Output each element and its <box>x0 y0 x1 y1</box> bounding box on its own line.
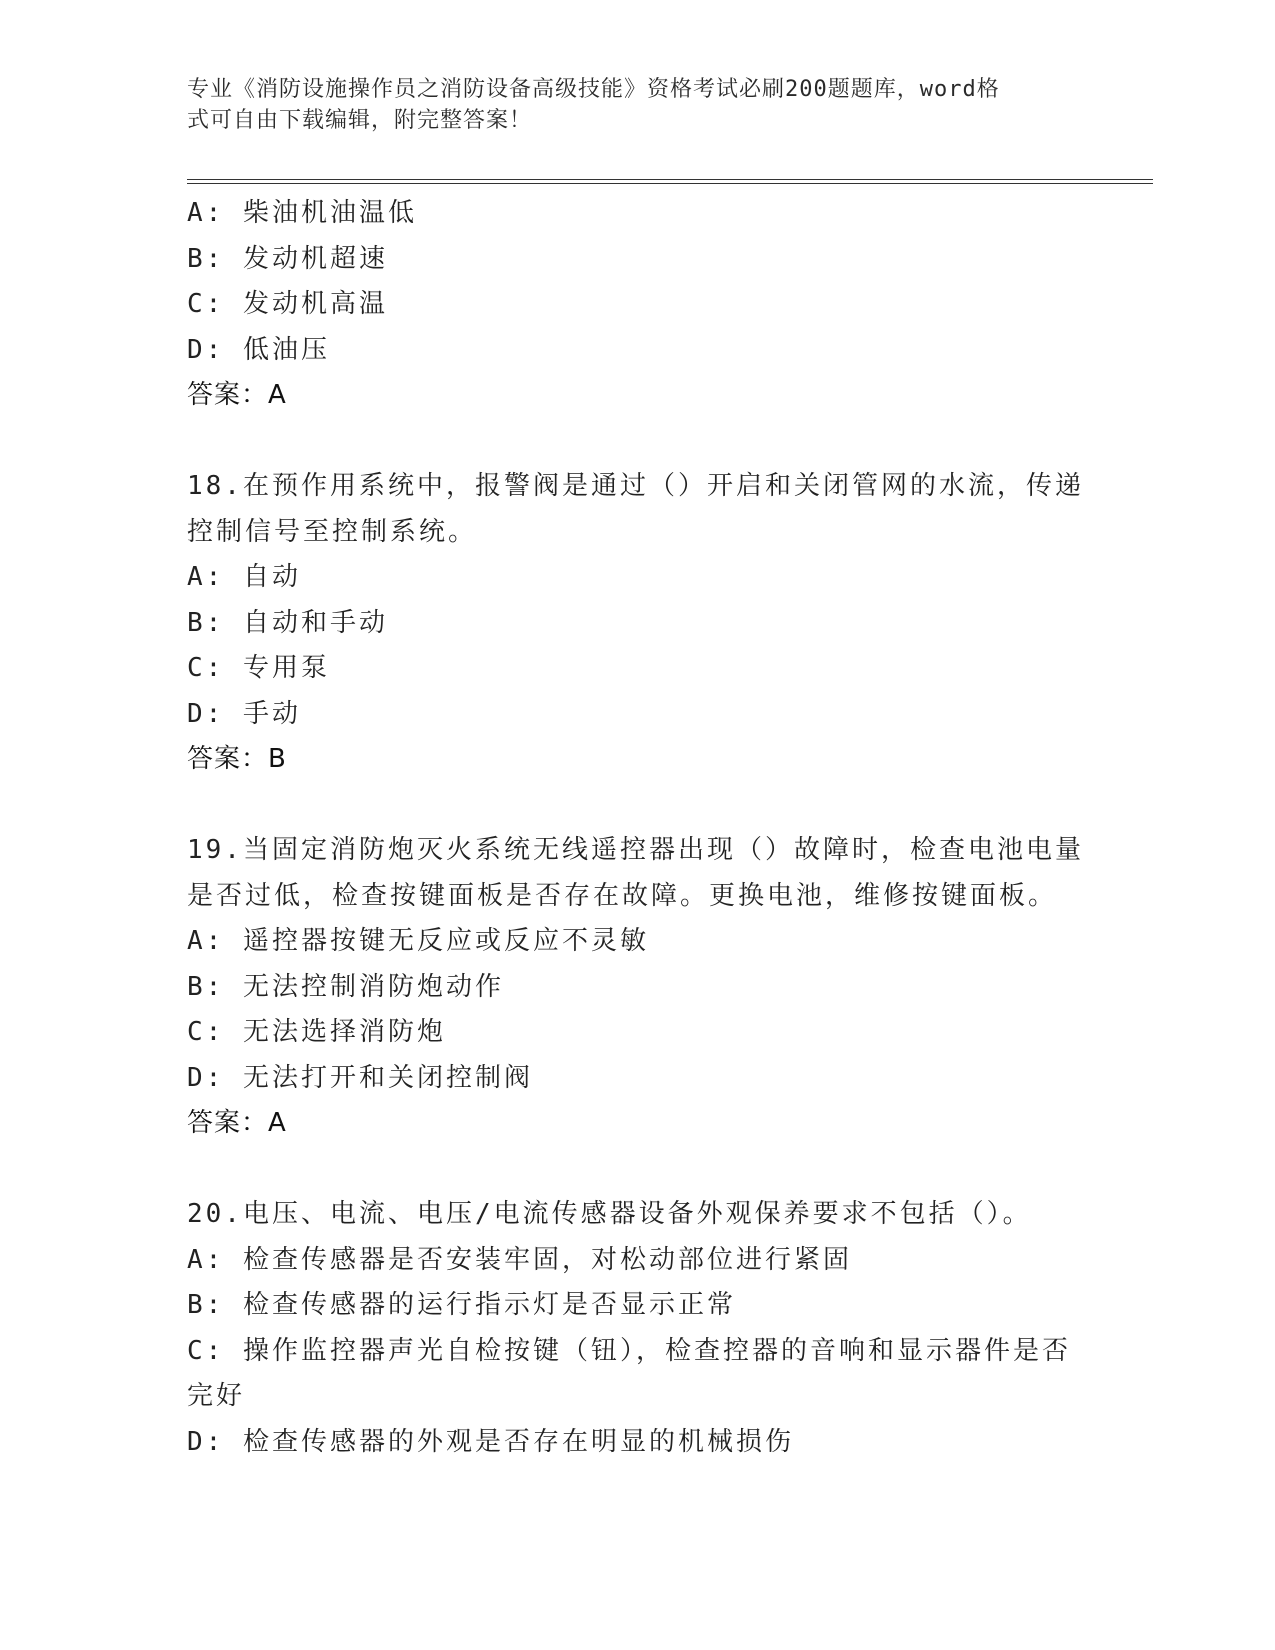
option-c-continued: 完好 <box>187 1381 246 1411</box>
option-b: B: 自动和手动 <box>187 607 388 638</box>
question-stem-line-1: 19.当固定消防炮灭火系统无线遥控器出现（）故障时，检查电池电量 <box>187 835 1084 865</box>
question-19 <box>187 828 1087 1147</box>
header-line-1: 专业《消防设施操作员之消防设备高级技能》资格考试必刷200题题库，word格 <box>187 77 1000 102</box>
option-b: B: 无法控制消防炮动作 <box>187 971 504 1002</box>
option-a: A: 检查传感器是否安装牢固，对松动部位进行紧固 <box>187 1244 852 1275</box>
question-stem <box>187 464 1087 555</box>
question-stem-line-1: 20.电压、电流、电压/电流传感器设备外观保养要求不包括（）。 <box>187 1199 1032 1229</box>
question-stem-line-1: 18.在预作用系统中，报警阀是通过（）开启和关闭管网的水流，传递 <box>187 471 1084 501</box>
question-stem-line-2: 控制信号至控制系统。 <box>187 516 478 547</box>
question-17 <box>187 191 1087 419</box>
question-stem <box>187 1192 1087 1238</box>
option-b: B: 检查传感器的运行指示灯是否显示正常 <box>187 1290 736 1320</box>
spacer <box>187 1147 1087 1193</box>
header-divider-bottom <box>187 183 1153 184</box>
document-header <box>187 74 1067 136</box>
header-line-2: 式可自由下载编辑，附完整答案！ <box>187 108 533 133</box>
header-divider-top <box>187 179 1153 180</box>
option-d: D: 无法打开和关闭控制阀 <box>187 1062 533 1093</box>
question-18 <box>187 464 1087 783</box>
option-a: A: 自动 <box>187 562 301 592</box>
question-20 <box>187 1192 1087 1465</box>
option-c: C: 无法选择消防炮 <box>187 1017 446 1047</box>
document-body <box>187 191 1087 1465</box>
answer-label: 答案：A <box>187 380 287 410</box>
spacer <box>187 783 1087 829</box>
question-stem <box>187 828 1087 919</box>
option-c: C: 操作监控器声光自检按键（钮），检查控器的音响和显示器件是否 <box>187 1335 1071 1366</box>
question-stem-line-2: 是否过低，检查按键面板是否存在故障。更换电池，维修按键面板。 <box>187 880 1058 911</box>
option-a: A: 遥控器按键无反应或反应不灵敏 <box>187 926 649 956</box>
option-d: D: 手动 <box>187 698 301 729</box>
answer-label: 答案：A <box>187 1108 287 1138</box>
spacer <box>187 419 1087 465</box>
option-b: B: 发动机超速 <box>187 243 388 274</box>
answer-label: 答案：B <box>187 744 287 774</box>
option-d: D: 检查传感器的外观是否存在明显的机械损伤 <box>187 1426 794 1457</box>
option-c: C: 发动机高温 <box>187 289 388 319</box>
option-c: C: 专用泵 <box>187 653 330 683</box>
option-a: A: 柴油机油温低 <box>187 198 417 228</box>
option-d: D: 低油压 <box>187 334 330 365</box>
